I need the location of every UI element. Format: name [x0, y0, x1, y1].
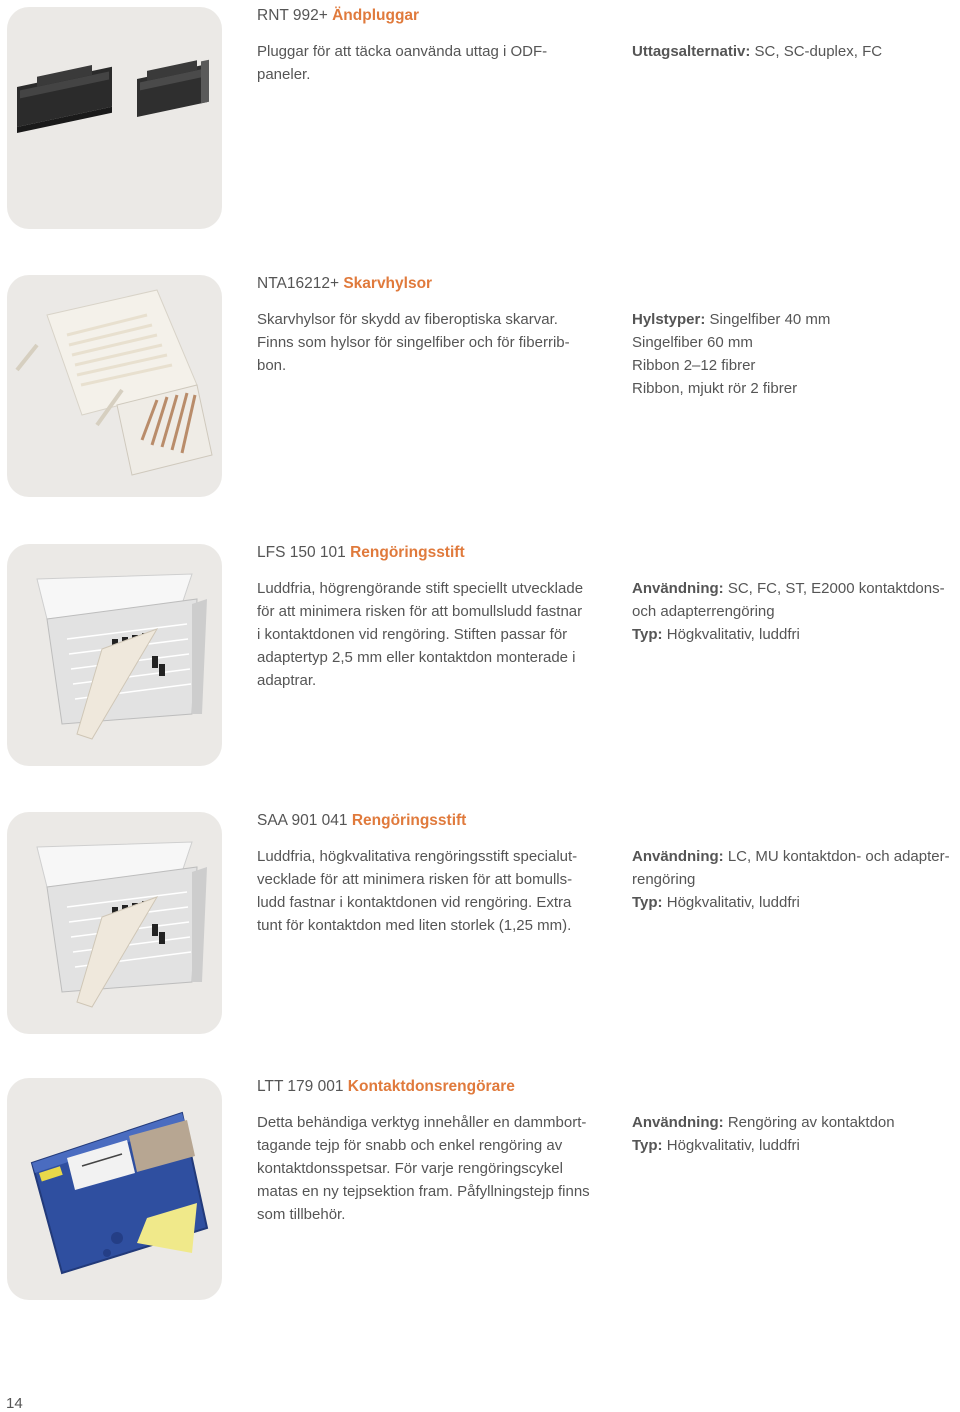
- product-title: [257, 1078, 515, 1096]
- product-title: [257, 275, 432, 293]
- product-code: SAA 901 041: [257, 812, 348, 829]
- description-line: matas en ny tejpsektion fram. Påfyllningstejp finns: [257, 1183, 590, 1200]
- product-specs: [632, 40, 882, 63]
- spec-value: Rengöring av kontaktdon: [723, 1114, 895, 1131]
- spec-label: Hylstyper:: [632, 311, 706, 328]
- spec-label: Typ:: [632, 1137, 663, 1154]
- product-name: Rengöringsstift: [350, 544, 465, 561]
- product-code: RNT 992+: [257, 7, 328, 24]
- product-specs: [632, 845, 950, 914]
- product-image-end-plugs: [7, 7, 222, 229]
- product-image-cleaning-sticks-box: [7, 812, 222, 1034]
- product-code: NTA16212+: [257, 275, 340, 292]
- spec-value: rengöring: [632, 871, 696, 888]
- spec-line: [632, 40, 882, 63]
- product-specs: [632, 308, 830, 400]
- description-line: för att minimera risken för att bomullsludd fastnar: [257, 603, 583, 620]
- product-description: [257, 1111, 590, 1226]
- product-name: Ändpluggar: [332, 7, 420, 24]
- description-line: Pluggar för att täcka oanvända uttag i ODF-: [257, 43, 548, 60]
- product-image-cleaning-sticks-box: [7, 544, 222, 766]
- product-name: Skarvhylsor: [343, 275, 433, 292]
- description-line: Luddfria, högkvalitativa rengöringsstift specialut-: [257, 848, 578, 865]
- description-line: som tillbehör.: [257, 1206, 346, 1223]
- spec-line: [632, 1111, 895, 1134]
- spec-value: LC, MU kontaktdon- och adapter-: [723, 848, 950, 865]
- description-line: Skarvhylsor för skydd av fiberoptiska skarvar.: [257, 311, 558, 328]
- product-name: Kontaktdonsrengörare: [347, 1078, 515, 1095]
- spec-value: och adapterrengöring: [632, 603, 775, 620]
- spec-label: Användning:: [632, 580, 724, 597]
- spec-line: [632, 377, 830, 400]
- spec-line: [632, 623, 945, 646]
- spec-label: Användning:: [632, 1114, 724, 1131]
- description-line: paneler.: [257, 66, 311, 83]
- description-line: ludd fastnar i kontaktdonen vid rengöring. Extra: [257, 894, 572, 911]
- description-line: i kontaktdonen vid rengöring. Stiften passar för: [257, 626, 568, 643]
- spec-value: Högkvalitativ, luddfri: [662, 894, 800, 911]
- product-name: Rengöringsstift: [351, 812, 467, 829]
- spec-line: [632, 354, 830, 377]
- spec-line: [632, 577, 945, 600]
- spec-value: Högkvalitativ, luddfri: [662, 1137, 800, 1154]
- spec-value: Ribbon, mjukt rör 2 fibrer: [632, 380, 798, 397]
- spec-line: [632, 600, 945, 623]
- spec-line: [632, 868, 950, 891]
- page-number: 14: [6, 1395, 23, 1412]
- product-code: LTT 179 001: [257, 1078, 344, 1095]
- product-code: LFS 150 101: [257, 544, 346, 561]
- spec-line: [632, 845, 950, 868]
- description-line: adaptertyp 2,5 mm eller kontaktdon monterade i: [257, 649, 576, 666]
- product-title: [257, 7, 419, 25]
- spec-line: [632, 891, 950, 914]
- description-line: Finns som hylsor för singelfiber och för fiberrib-: [257, 334, 570, 351]
- product-description: [257, 845, 577, 937]
- description-line: kontaktdonsspetsar. För varje rengöringscykel: [257, 1160, 563, 1177]
- spec-line: [632, 1134, 895, 1157]
- description-line: Detta behändiga verktyg innehåller en dammbort-: [257, 1114, 587, 1131]
- spec-label: Typ:: [632, 626, 663, 643]
- spec-value: SC, SC-duplex, FC: [750, 43, 883, 60]
- description-line: bon.: [257, 357, 287, 374]
- spec-value: Högkvalitativ, luddfri: [662, 626, 800, 643]
- spec-value: SC, FC, ST, E2000 kontaktdons-: [723, 580, 945, 597]
- description-line: tagande tejp för snabb och enkel rengöring av: [257, 1137, 563, 1154]
- spec-label: Användning:: [632, 848, 724, 865]
- spec-value: Ribbon 2–12 fibrer: [632, 357, 756, 374]
- description-line: Luddfria, högrengörande stift speciellt utvecklade: [257, 580, 584, 597]
- product-description: [257, 577, 583, 692]
- product-image-splice-sleeves: [7, 275, 222, 497]
- description-line: adaptrar.: [257, 672, 317, 689]
- spec-value: Singelfiber 60 mm: [632, 334, 753, 351]
- description-line: vecklade för att minimera risken för att bomulls-: [257, 871, 573, 888]
- spec-line: [632, 331, 830, 354]
- spec-value: Singelfiber 40 mm: [705, 311, 831, 328]
- product-description: [257, 40, 547, 86]
- description-line: tunt för kontaktdon med liten storlek (1,25 mm).: [257, 917, 572, 934]
- spec-label: Uttagsalternativ:: [632, 43, 751, 60]
- spec-line: [632, 308, 830, 331]
- spec-label: Typ:: [632, 894, 663, 911]
- product-description: [257, 308, 570, 377]
- product-title: [257, 812, 466, 830]
- product-specs: [632, 1111, 895, 1157]
- product-image-connector-cleaner: [7, 1078, 222, 1300]
- product-specs: [632, 577, 945, 646]
- product-title: [257, 544, 465, 562]
